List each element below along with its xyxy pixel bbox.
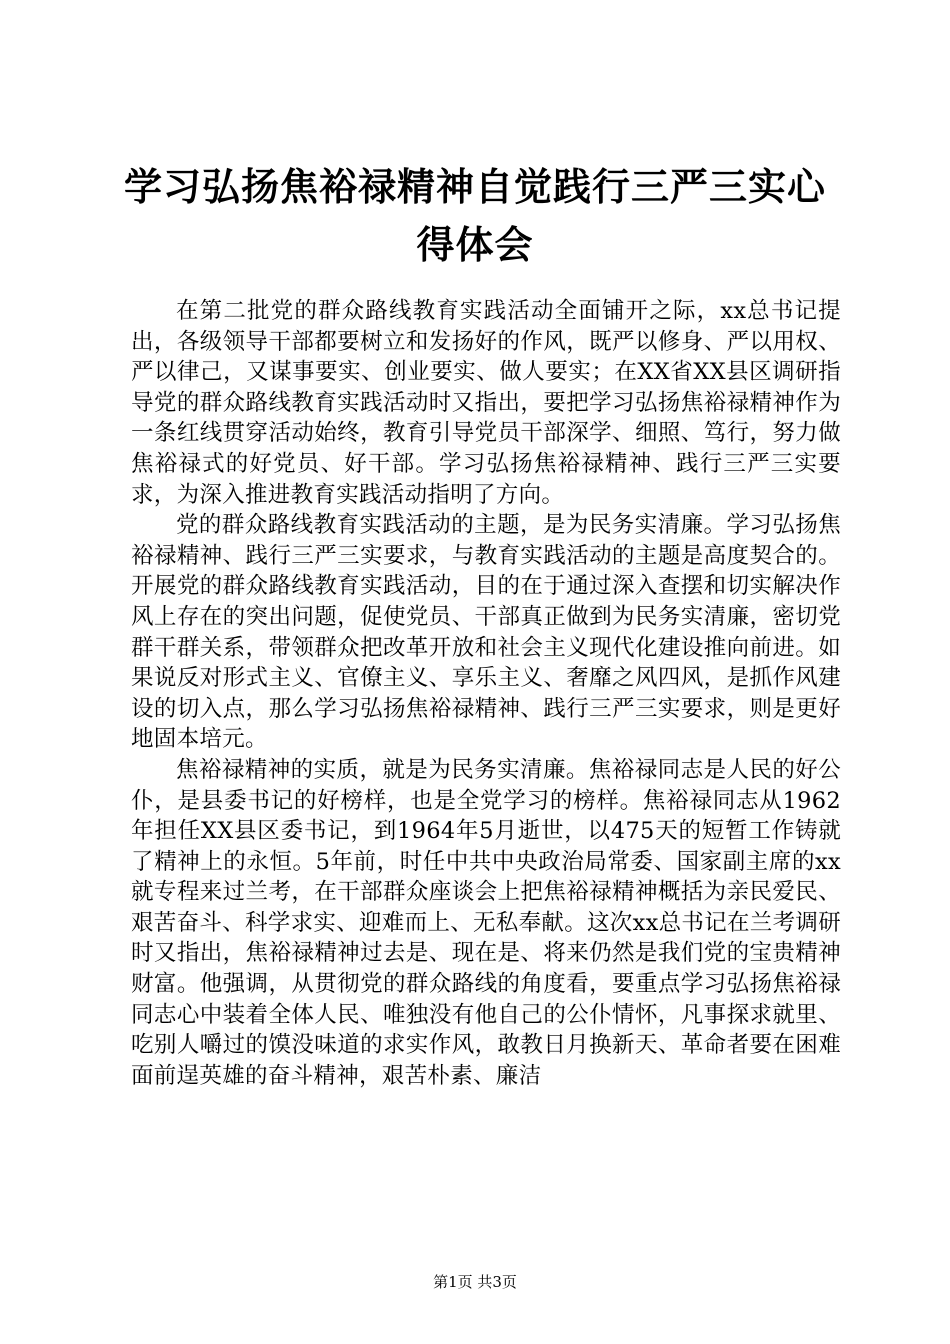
paragraph-2: 党的群众路线教育实践活动的主题，是为民务实清廉。学习弘扬焦裕禄精神、践行三严三实要求，与教育实践活动的主题是高度契合的。开展党的群众路线教育实践活动，目的在于通过深入查摆和切实解决作风上存在的突出问题，促使党员、干部真正做到为民务实清廉，密切党群干群关系，带领群众把改革开放和社会主义现代化建设推向前进。如果说反对形式主义、官僚主义、享乐主义、奢靡之风四风，是抓作风建设的切入点，那么学习弘扬焦裕禄精神、践行三严三实要求，则是更好地固本培元。 [131, 512, 841, 753]
page-footer: 第1页 共3页 [433, 1273, 517, 1291]
paragraph-1: 在第二批党的群众路线教育实践活动全面铺开之际，xx总书记提出，各级领导干部都要树立和发扬好的作风，既严以修身、严以用权、严以律己，又谋事要实、创业要实、做人要实；在XX省XX县区调研指导党的群众路线教育实践活动时又指出，要把学习弘扬焦裕禄精神作为一条红线贯穿活动始终，教育引导党员干部深学、细照、笃行，努力做焦裕禄式的好党员、好干部。学习弘扬焦裕禄精神、践行三严三实要求，为深入推进教育实践活动指明了方向。 [131, 298, 841, 508]
document-title: 学习弘扬焦裕禄精神自觉践行三严三实心得体会 [123, 165, 826, 267]
document-body [131, 296, 841, 1091]
paragraph-3: 焦裕禄精神的实质，就是为民务实清廉。焦裕禄同志是人民的好公仆，是县委书记的好榜样，也是全党学习的榜样。焦裕禄同志从1962年担任XX县区委书记，到1964年5月逝世，以475天的短暂工作铸就了精神上的永恒。5年前，时任中共中央政治局常委、国家副主席的xx就专程来过兰考，在干部群众座谈会上把焦裕禄精神概括为亲民爱民、艰苦奋斗、科学求实、迎难而上、无私奉献。这次xx总书记在兰考调研时又指出，焦裕禄精神过去是、现在是、将来仍然是我们党的宝贵精神财富。他强调，从贯彻党的群众路线的角度看，要重点学习弘扬焦裕禄同志心中装着全体人民、唯独没有他自己的公仆情怀，凡事探求就里、吃别人嚼过的馍没味道的求实作风，敢教日月换新天、革命者要在困难面前逞英雄的奋斗精神，艰苦朴素、廉洁 [131, 756, 841, 1089]
